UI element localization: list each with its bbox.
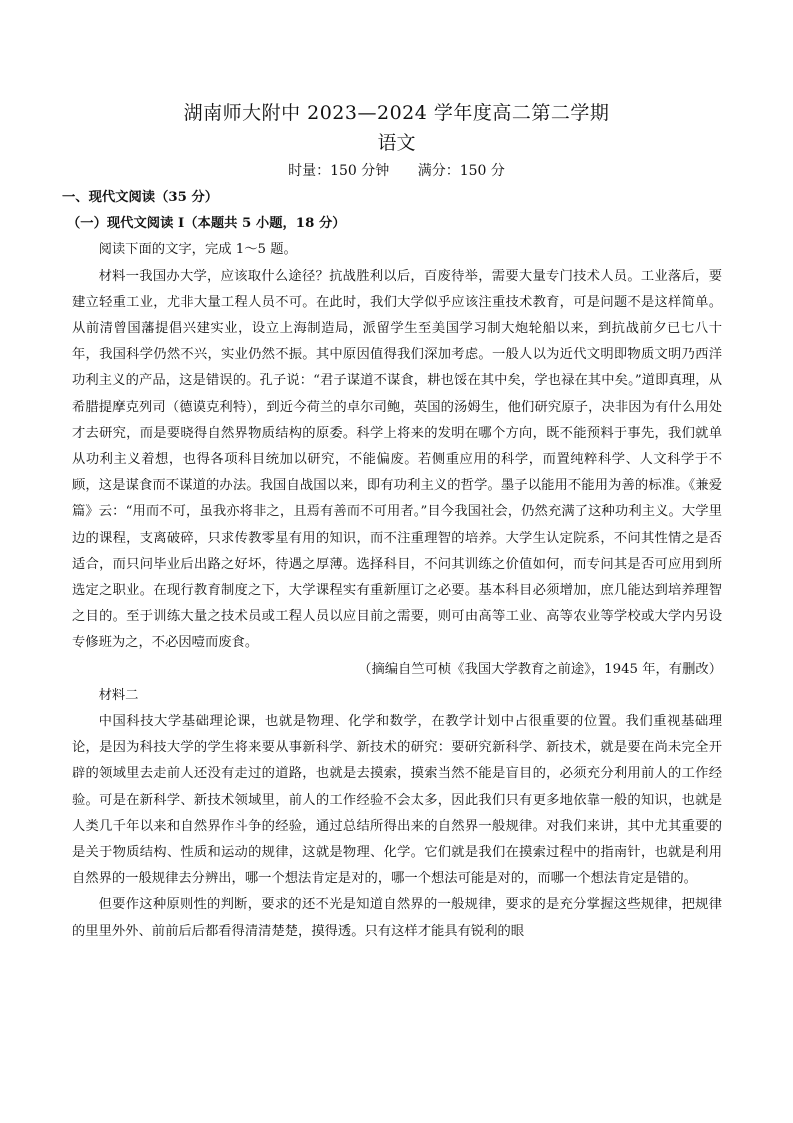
material-one-text: 材料一我国办大学，应该取什么途径？抗战胜利以后，百废待举，需要大量专门技术人员。工业落后，要建立轻重工业，尤非大量工程人员不可。在此时，我们大学似乎应该注重技术教育，可是问题不是这样简单。从前清曾国藩提倡兴建实业，设立上海制造局，派留学生至美国学习制大炮轮船以来，到抗战前夕已七八十年，我国科学仍然不兴，实业仍然不振。其中原因值得我们深加考虑。一般人以为近代文明即物质文明乃西洋功利主义的产品，这是错误的。孔子说：“君子谋道不谋食，耕也馁在其中矣，学也禄在其中矣。”道即真理，从希腊提摩克列司（德谟克利特），到近今荷兰的卓尔司鲍，英国的汤姆生，他们研究原子，决非因为有什么用处才去研究，而是要晓得自然界物质结构的原委。科学上将来的发明在哪个方向，既不能预料于事先，我们就单从功利主义着想，也得各项科目统加以研究，不能偏废。若侧重应用的科学，而置纯粹科学、人文科学于不顾，这是谋食而不谋道的办法。我国自战国以来，即有功利主义的哲学。墨子以能用不能用为善的标准。《兼爱篇》云：“用而不可，虽我亦将非之，且焉有善而不可用者。”目今我国社会，仍然充满了这种功利主义。大学里边的课程，支离破碎，只求传教零星有用的知识，而不注重理智的培养。大学生认定院系，不问其性情之是否适合，而只问毕业后出路之好坏，待遇之厚薄。选择科目，不问其训练之价值如何，而专问其是否可应用到所选定之职业。在现行教育制度之下，大学课程实有重新厘订之必要。基本科目必须增加，庶几能达到培养理智之目的。至于训练大量之技术员或工程人员以应目前之需要，则可由高等工业、高等农业等学校或大学内另设专修班为之，不必因噎而废食。	[72, 268, 722, 651]
exam-meta	[0, 160, 793, 182]
time-limit: 时量：150 分钟	[288, 163, 390, 179]
material-two-label: 材料二	[98, 687, 139, 703]
material-two-paragraph-2: 但要作这种原则性的判断，要求的还不光是知道自然界的一般规律，要求的是充分掌握这些规律，把规律的里里外外、前前后后都看得清清楚楚，摸得透。只有这样才能具有锐利的眼	[72, 897, 722, 939]
instruction-text: 阅读下面的文字，完成 1～5 题。	[98, 242, 297, 258]
material-two-paragraph-1: 中国科技大学基础理论课，也就是物理、化学和数学，在教学计划中占很重要的位置。我们重视基础理论，是因为科技大学的学生将来要从事新科学、新技术的研究：要研究新科学、新技术，就是要在尚未完全开辟的领域里去走前人还没有走过的道路，也就是去摸索，摸索当然不能是盲目的，必须充分利用前人的工作经验。可是在新科学、新技术领域里，前人的工作经验不会太多，因此我们只有更多地依靠一般的知识，也就是人类几千年以来和自然界作斗争的经验，通过总结所得出来的自然界一般规律。对我们来讲，其中尤其重要的是关于物质结构、性质和运动的规律，这就是物理、化学。它们就是我们在摸索过程中的指南针，也就是利用自然界的一般规律去分辨出，哪一个想法肯定是对的，哪一个想法可能是对的，而哪一个想法肯定是错的。	[72, 714, 722, 887]
section-heading: 一、现代文阅读（35 分）	[62, 190, 219, 205]
exam-content	[62, 185, 722, 945]
full-score: 满分：150 分	[417, 163, 505, 179]
subsection-heading: （一）现代文阅读 I（本题共 5 小题，18 分）	[67, 216, 346, 232]
material-one-source: （摘编自竺可桢《我国大学教育之前途》，1945 年，有删改）	[358, 661, 722, 677]
exam-subject: 语文	[377, 132, 416, 154]
exam-title: 湖南师大附中 2023—2024 学年度高二第二学期	[183, 102, 610, 124]
